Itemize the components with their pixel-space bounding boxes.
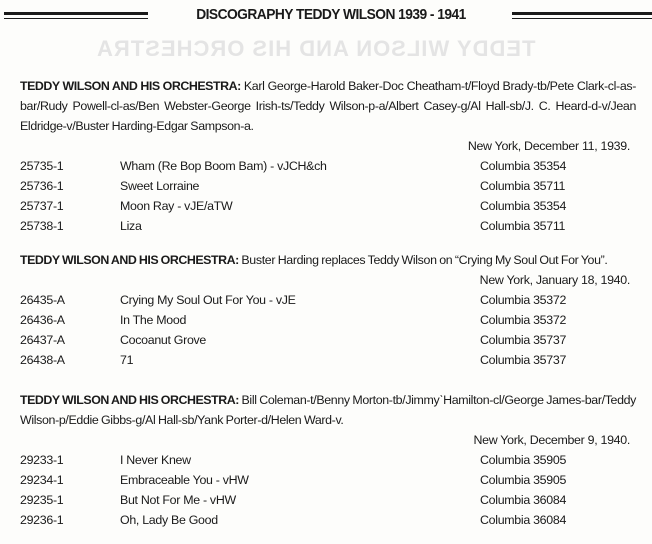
page-title: DISCOGRAPHY TEDDY WILSON 1939 - 1941: [196, 6, 466, 23]
header-rule-left: [4, 12, 148, 21]
session-place-date: New York, January 18, 1940.: [479, 273, 630, 287]
record-label: Columbia 36084: [480, 493, 567, 507]
tune-title: Sweet Lorraine: [120, 179, 200, 193]
matrix-number: 29234-1: [20, 473, 64, 487]
bleed-through-text: TEDDY WILSON AND HIS ORCHESTRA: [96, 36, 536, 61]
record-label: Columbia 35354: [480, 199, 567, 213]
session-personnel: [20, 390, 636, 430]
track-row: [20, 330, 636, 350]
header-rule-right: [512, 12, 652, 21]
tune-title: Moon Ray - vJE/aTW: [120, 199, 233, 213]
matrix-number: 29233-1: [20, 453, 64, 467]
track-row: [20, 196, 636, 216]
matrix-number: 29236-1: [20, 513, 64, 527]
personnel-list: Buster Harding replaces Teddy Wilson on “Crying My Soul Out For You”.: [241, 253, 608, 267]
track-row: [20, 350, 636, 370]
tune-title: But Not For Me - vHW: [120, 493, 236, 507]
tune-title: In The Mood: [120, 313, 187, 327]
tune-title: Embraceable You - vHW: [120, 473, 249, 487]
session-2: [20, 250, 636, 370]
matrix-number: 29235-1: [20, 493, 64, 507]
matrix-number: 25735-1: [20, 159, 64, 173]
track-row: [20, 310, 636, 330]
tune-title: Wham (Re Bop Boom Bam) - vJCH&ch: [120, 159, 327, 173]
tune-title: Crying My Soul Out For You - vJE: [120, 293, 296, 307]
matrix-number: 26438-A: [20, 353, 65, 367]
personnel-list: Karl George-Harold Baker-Doc Cheatham-t/Floyd Brady-tb/Pete Clark-cl-as-bar/Rudy Powell-cl-as/Ben Webster-George Irish-ts/Teddy Wilson-p-a/Albert Casey-g/Al Hall-sb/J. C. Heard-d-v/Jean Eldridge-v/Buster Harding-Edgar Sampson-a.: [20, 79, 636, 133]
record-label: Columbia 35372: [480, 313, 567, 327]
tune-title: Oh, Lady Be Good: [120, 513, 218, 527]
record-label: Columbia 35711: [480, 219, 566, 233]
matrix-number: 25736-1: [20, 179, 64, 193]
record-label: Columbia 35737: [480, 333, 567, 347]
band-name: TEDDY WILSON AND HIS ORCHESTRA:: [20, 79, 241, 93]
record-label: Columbia 35737: [480, 353, 567, 367]
tune-title: I Never Knew: [120, 453, 191, 467]
matrix-number: 26435-A: [20, 293, 65, 307]
page-header: [0, 4, 652, 30]
record-label: Columbia 35372: [480, 293, 567, 307]
record-label: Columbia 35905: [480, 453, 567, 467]
band-name: TEDDY WILSON AND HIS ORCHESTRA:: [20, 393, 239, 407]
session-place-date: New York, December 11, 1939.: [467, 139, 630, 153]
tune-title: Liza: [120, 219, 142, 233]
personnel-list: Bill Coleman-t/Benny Morton-tb/JimmyˋHamilton-cl/George James-bar/Teddy Wilson-p/Eddie Gibbs-g/Al Hall-sb/Yank Porter-d/Helen Ward-v.: [20, 393, 637, 427]
band-name: TEDDY WILSON AND HIS ORCHESTRA:: [20, 253, 239, 267]
record-label: Columbia 35354: [480, 159, 567, 173]
track-row: [20, 216, 636, 236]
record-label: Columbia 35711: [480, 179, 566, 193]
tune-title: Cocoanut Grove: [120, 333, 207, 347]
record-label: Columbia 35905: [480, 473, 567, 487]
matrix-number: 25738-1: [20, 219, 64, 233]
record-label: Columbia 36084: [480, 513, 567, 527]
session-3: [20, 390, 636, 530]
tune-title: 71: [120, 353, 134, 367]
track-row: [20, 290, 636, 310]
matrix-number: 26437-A: [20, 333, 65, 347]
session-place-date: New York, December 9, 1940.: [473, 433, 630, 447]
track-row: [20, 510, 636, 530]
matrix-number: 26436-A: [20, 313, 65, 327]
session-1: [20, 76, 636, 236]
session-personnel: [20, 250, 636, 270]
track-row: [20, 470, 636, 490]
session-personnel: [20, 76, 636, 136]
track-row: [20, 490, 636, 510]
track-row: [20, 156, 636, 176]
matrix-number: 25737-1: [20, 199, 64, 213]
track-row: [20, 450, 636, 470]
track-row: [20, 176, 636, 196]
